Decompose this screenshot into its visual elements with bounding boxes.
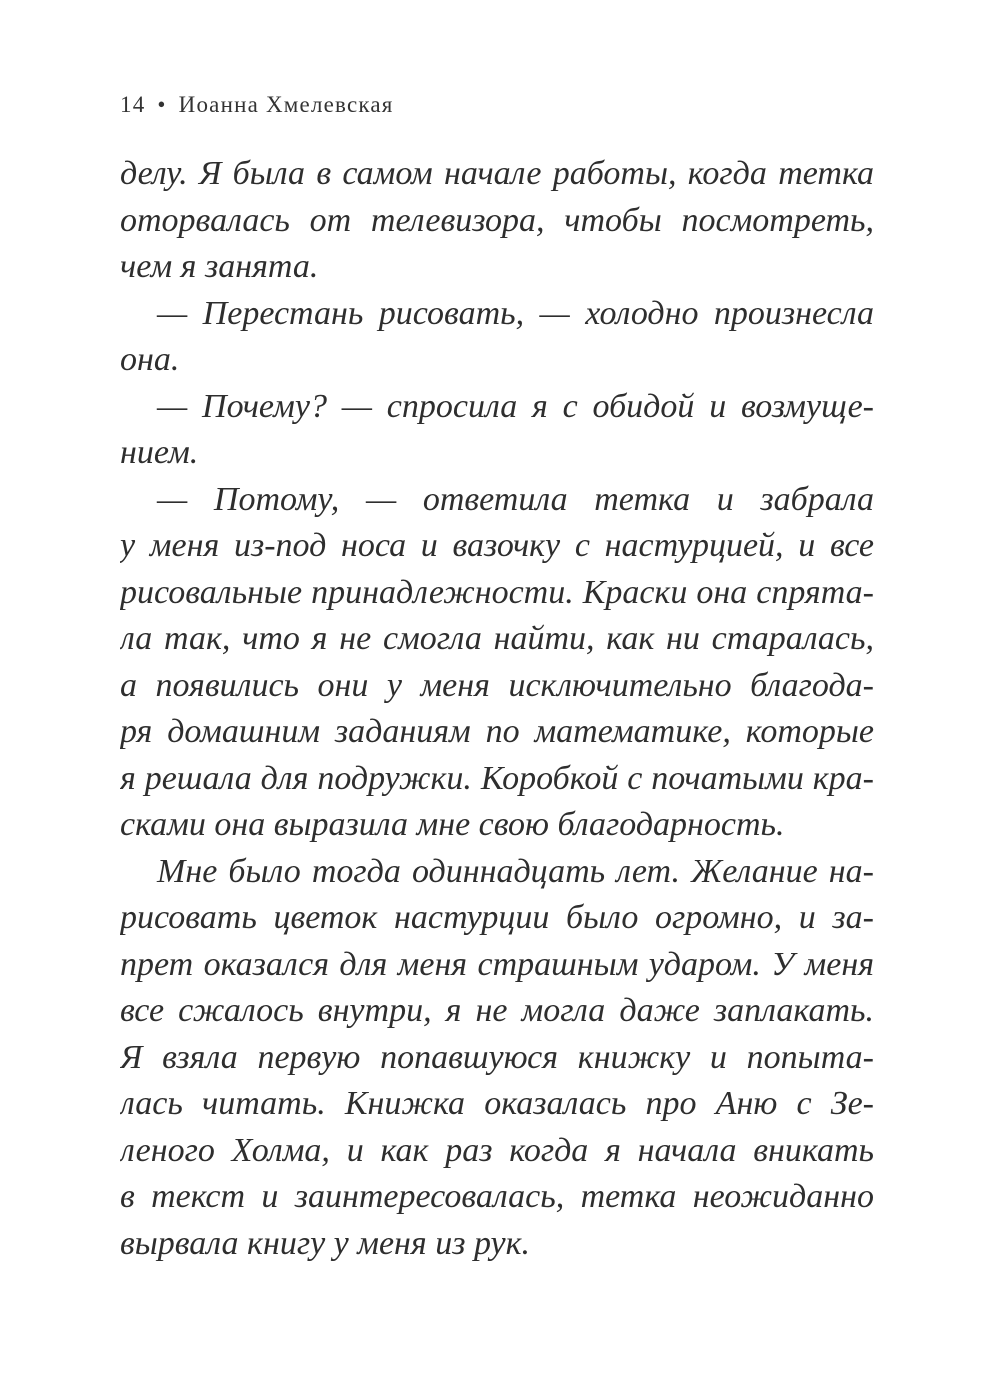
text-line: все сжалось внутри, я не могла даже заплакать. (120, 992, 874, 1029)
text-line: вырвала книгу у меня из рук. (120, 1224, 531, 1262)
text-line: лась читать. Книжка оказалась про Аню с Зе- (120, 1085, 874, 1122)
text-line: — Потому, — ответила тетка и забрала (157, 480, 874, 518)
text-line: нием. (120, 434, 199, 471)
text-line: делу. Я была в самом начале работы, когда тетка (120, 155, 874, 192)
page-number: 14 (120, 92, 146, 117)
text-line: рисовать цветок настурции было огромно, и за- (120, 899, 874, 936)
text-line: рисовальные принадлежности. Краски она спрята- (120, 573, 874, 611)
text-line: ря домашним заданиям по математике, которые (120, 713, 874, 750)
text-line: я решала для подружки. Коробкой с початыми кра- (120, 759, 874, 797)
text-line: прет оказался для меня страшным ударом. У меня (120, 945, 874, 983)
text-line: леного Холма, и как раз когда я начала вникать (120, 1131, 874, 1169)
text-line: — Перестань рисовать, — холодно произнесла (157, 294, 874, 332)
running-header (120, 92, 394, 118)
text-line: оторвалась от телевизора, чтобы посмотреть, (120, 201, 874, 239)
text-line: Я взяла первую попавшуюся книжку и попыта- (120, 1038, 874, 1076)
text-line: — Почему? — спросила я с обидой и возмуще- (157, 387, 874, 425)
text-line: у меня из-под носа и вазочку с настурцией, и все (120, 527, 874, 564)
text-line: сками она выразила мне свою благодарность. (120, 806, 785, 843)
text-line: в текст и заинтересовалась, тетка неожиданно (120, 1178, 874, 1215)
text-line: чем я занята. (120, 248, 319, 285)
body-text (120, 151, 874, 1267)
header-separator: • (157, 92, 167, 117)
text-line: а появились они у меня исключительно благода- (120, 666, 874, 704)
text-line: она. (120, 341, 180, 378)
text-line: Мне было тогда одиннадцать лет. Желание на- (157, 852, 874, 890)
author-name: Иоанна Хмелевская (178, 92, 394, 117)
text-line: ла так, что я не смогла найти, как ни старалась, (120, 620, 874, 657)
